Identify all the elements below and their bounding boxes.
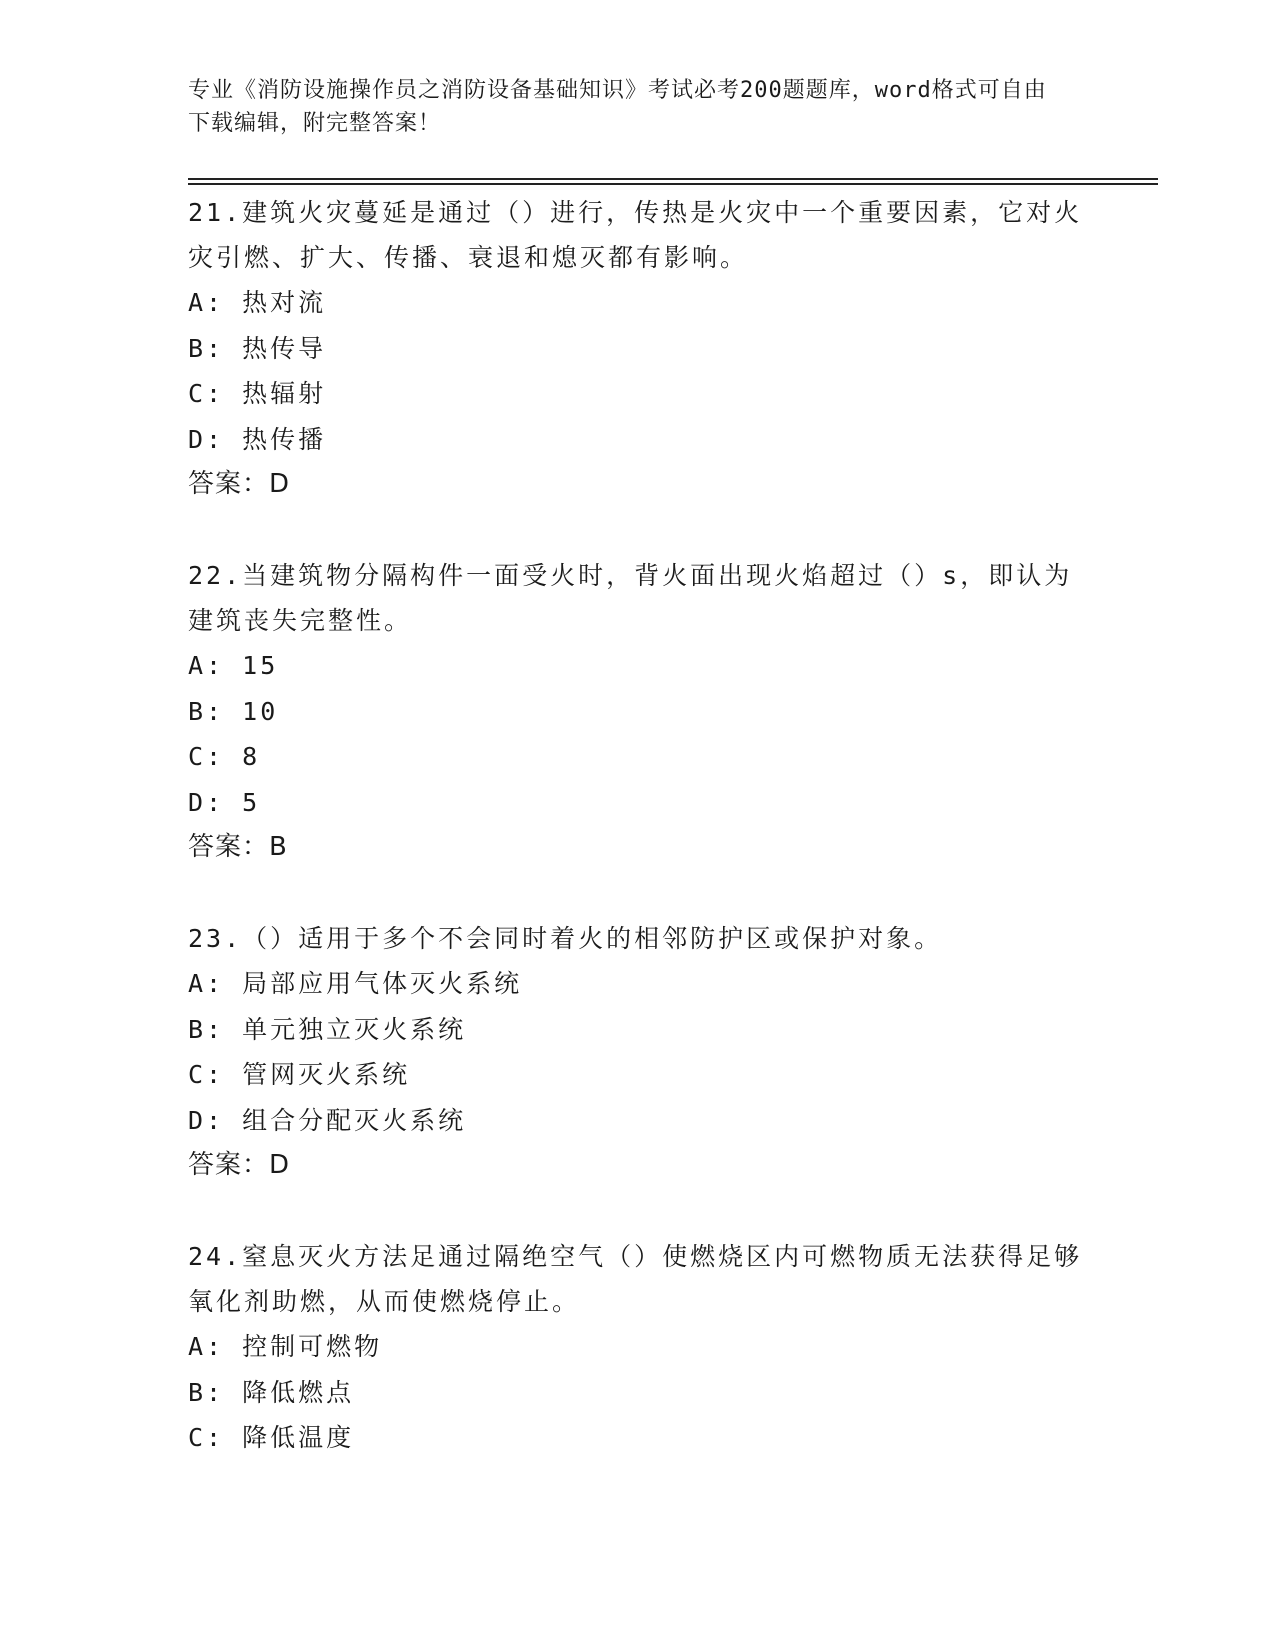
option-b: B: 降低燃点 (188, 1377, 355, 1407)
header-divider-top (188, 178, 1158, 180)
option-a: A: 控制可燃物 (188, 1332, 383, 1361)
option-d: D: 组合分配灭火系统 (188, 1105, 467, 1135)
answer: 答案：D (188, 469, 291, 499)
option-b: B: 单元独立灭火系统 (188, 1014, 467, 1044)
option-b: B: 热传导 (188, 333, 327, 363)
question-text: 23.（）适用于多个不会同时着火的相邻防护区或保护对象。 (188, 924, 943, 953)
option-c: C: 降低温度 (188, 1423, 355, 1452)
document-header: 专业《消防设施操作员之消防设备基础知识》考试必考200题题库，word格式可自由下载编辑，附完整答案！ (188, 78, 1047, 136)
option-c: C: 管网灭火系统 (188, 1060, 411, 1089)
question-23 (188, 916, 1088, 1188)
option-a: A: 热对流 (188, 288, 327, 317)
answer: 答案：D (188, 1150, 291, 1180)
question-21 (188, 190, 1088, 507)
question-24 (188, 1234, 1088, 1461)
question-22 (188, 553, 1088, 870)
option-a: A: 15 (188, 651, 279, 680)
question-text: 22.当建筑物分隔构件一面受火时，背火面出现火焰超过（）s，即认为建筑丧失完整性。 (188, 561, 1073, 635)
option-b: B: 10 (188, 696, 279, 726)
question-text: 21.建筑火灾蔓延是通过（）进行，传热是火灾中一个重要因素，它对火灾引燃、扩大、传播、衰退和熄灭都有影响。 (188, 198, 1083, 272)
option-c: C: 热辐射 (188, 379, 327, 408)
option-c: C: 8 (188, 742, 261, 771)
answer: 答案：B (188, 832, 288, 862)
option-d: D: 热传播 (188, 424, 327, 454)
header-divider-bottom (188, 183, 1158, 185)
option-d: D: 5 (188, 787, 261, 817)
question-text: 24.窒息灭火方法足通过隔绝空气（）使燃烧区内可燃物质无法获得足够氧化剂助燃，从而使燃烧停止。 (188, 1242, 1083, 1316)
option-a: A: 局部应用气体灭火系统 (188, 969, 523, 998)
question-list (188, 190, 1088, 1461)
